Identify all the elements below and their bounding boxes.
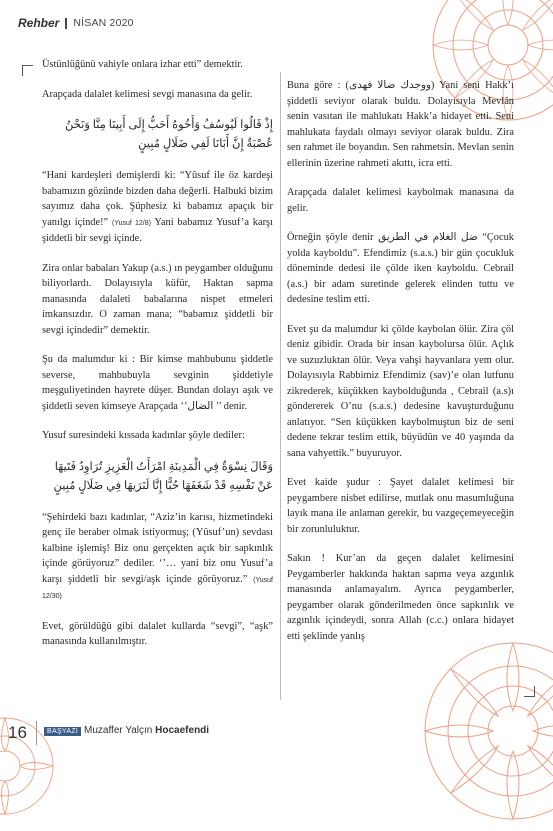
verse-reference: (Yusuf 12/8): [112, 219, 151, 227]
paragraph-tail: “Çocuk yolda kayboldu”. Efendimiz (s.a.s.) bir gün çocukluk döneminde dedesi ile çölde iken kayboldu. Cebrail (a.s.) bir adam suretinde gelerek elinden tuttu ve dedesine teslim etti.: [287, 232, 515, 305]
page-footer: [0, 721, 553, 745]
paragraph: Arapçada dalalet kelimesi sevgi manasına da gelir.: [42, 88, 253, 100]
corner-mark-top-left: [22, 65, 33, 76]
footer-divider: [36, 721, 37, 745]
arabic-verse: وَقَالَ نِسْوَةٌ فِي الْمَدِينَةِ امْرَأَتُ الْعَزِيزِ تُرَاوِدُ فَتَيهَا عَنْ نَفْسِهِ قَدْ شَغَفَهَا حُبًّا إِنَّا لَنَرَيهَا فِي ضَلَالٍ مُبِينٍ: [53, 460, 273, 492]
paragraph: Evet şu da malumdur ki çölde kaybolan ölür. Zira çöl deniz gibidir. Orada bir insan kaybolursa ölür. Açlık ve suzuzluktan ölür. Veya vahşi hayvanlara yem olur. Dolayısıyla Rabbimiz Efendimiz (sav)’e olan lutfunu zikrederek, küçükken kaybolduğunda , Cebrail (a.s)ı göndererek O’nu (s.a.s.) dedesine kavuşturduğunu anlatıyor. “Sen küçükken kaybolmuştun biz de seni dedene tekrar teslim ettik, büyüdün ve 40 yaşında da sana vahyettik.” buyuruyor.: [287, 323, 514, 459]
page-header: [18, 14, 134, 32]
arabic-word: الضال: [187, 400, 214, 412]
left-column: [42, 57, 273, 664]
right-column: [287, 78, 514, 658]
quote-tail: Yani babamız Yusuf’a karşı şiddetli bir sevgi içinde.: [42, 216, 273, 244]
paragraph: [287, 230, 514, 308]
quote-text: “Hani kardeşleri demişlerdi ki: “Yûsuf ile öz kardeşi babamızın gözünde bizden daha değerli. Halbuki bizim sayımız daha çok. Şüphesiz ki babamız apaçık bir yanılgı içinde!”: [42, 170, 273, 228]
paragraph-text: Örneğin şöyle denir: [287, 232, 379, 243]
verse-reference: (Yusuf 12/30): [42, 576, 273, 600]
arabic-phrase: ضل الغلام في الطريق: [378, 232, 478, 243]
header-divider: [65, 18, 67, 29]
author-title: Hocaefendi: [155, 725, 210, 736]
page-number: 16: [8, 723, 27, 742]
issue-date: NİSAN 2020: [73, 17, 134, 29]
arabic-verse: إِذْ قَالُوا لَيُوسُفُ وَأَخُوهُ أَحَبُّ إِلَى أَبِينَا مِنَّا وَنَحْنُ عُصْبَةٌ إِنَّ أَبَانَا لَفِي ضَلَالٍ مُبِينٍ: [64, 119, 273, 150]
paragraph: Evet, görüldüğü gibi dalalet kullarda “sevgi”, “aşk” manasında kullanılmıştır.: [42, 620, 273, 647]
paragraph-text: Şu da malumdur ki : Bir kimse mahbubunu şiddetle severse, mahbubuyla sevginin şiddetiyle meşguliyetinden hayrete düşer. Bundan dolayı aşık ve şiddetli seven kimseye Arapçada ‘’: [42, 354, 273, 412]
paragraph: Zira onlar babaları Yakup (a.s.) ın peygamber olduğunu biliyorlardı. Dolayısıyla küfür, Haktan sapma manasında dalaleti babalarına nispet etmeleri imkansızdır. O zaman mana; “babamız şiddetli bir sevgi içindedir” demektir.: [42, 262, 273, 336]
arabic-phrase: ووجدك ضالا فهدى: [349, 80, 431, 91]
paragraph: [42, 352, 273, 414]
paragraph: [287, 78, 514, 171]
paragraph-tail: ) Yani seni Hakk’ı şiddetli seviyor olarak buldu. Dolayısıyla Mevlân senin vasıtan ile mahlukatı Hakk’a hidayet etti. Seni mahlukata faydalı olmayı seviyor olarak buldu. Zira sen rahmet ile boyandın. Sen rahmetsin. Mevlan senin ellerinin üzerine rahmeti akıttı, icra etti.: [287, 80, 514, 169]
paragraph: Sakın ! Kur’an da geçen dalalet kelimesini Peygamberler hakkında haktan sapma veya azgınlık manasında anlamayalım. Ayrıca peygamberler, peygamber olarak gönderilmeden önce sapkınlık ve azgınlık içindeydi, sonra Allah (c.c.) onlara hidayet etti şeklinde yanlış: [287, 553, 514, 642]
paragraph-tail: ’’ denir.: [213, 400, 248, 412]
magazine-brand: Rehber: [18, 16, 60, 30]
author-name: Muzaffer Yalçın: [84, 725, 156, 736]
corner-mark-bottom-right: [524, 686, 535, 697]
section-badge: BAŞYAZI: [44, 727, 81, 736]
paragraph: [42, 510, 273, 605]
paragraph: Üstünlüğünü vahiyle onlara izhar etti” demektir.: [42, 59, 243, 70]
paragraph-text: Buna göre : (: [287, 80, 349, 91]
paragraph: [42, 168, 273, 247]
quote-text: “Şehirdeki bazı kadınlar, “Aziz’in karısı, hizmetindeki genç ile beraber olmak istiyormuş; (Yûsuf’un) sevdası kalbine işlemiş! Biz onu gerçekten açık bir sapkınlık içinde görüyoruz” dediler. ‘’… yani biz onu Yusuf’a karşı şiddetli bir sevgi/aşk içinde görüyoruz.”: [42, 511, 273, 585]
author-credit: [84, 725, 209, 736]
column-divider: [280, 72, 281, 700]
paragraph: Arapçada dalalet kelimesi kaybolmak manasına da gelir.: [287, 187, 514, 214]
paragraph: Evet kaide şudur : Şayet dalalet kelimesi bir peygambere nisbet edilirse, mutlak onu masumluğuna layık mana ile anlaman gerekir, bu vazgeçemeyeceğin bir zorunluluktur.: [287, 477, 514, 535]
paragraph: Yusuf suresindeki kıssada kadınlar şöyle dediler:: [42, 430, 245, 441]
